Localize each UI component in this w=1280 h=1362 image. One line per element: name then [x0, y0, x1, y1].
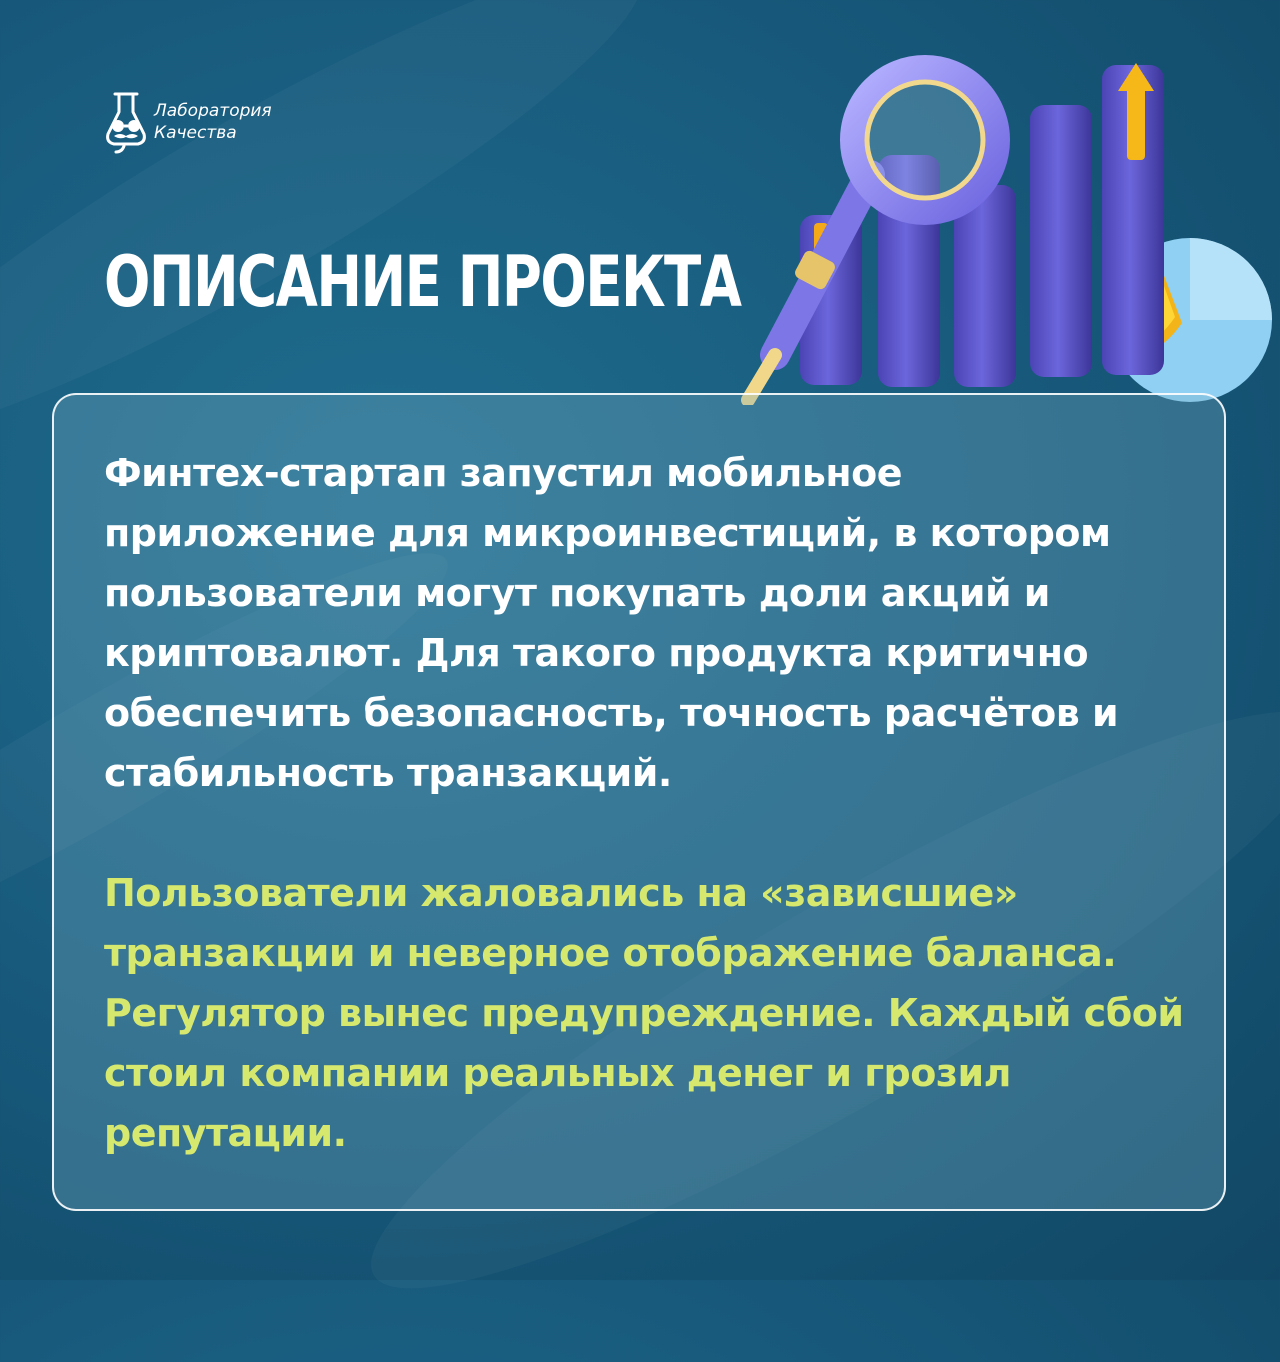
flask-glasses-mustache-icon [104, 90, 148, 154]
description-card [52, 393, 1226, 1211]
brand-logo [104, 90, 272, 154]
brand-name-line1: Лаборатория [154, 101, 272, 121]
brand-name-line2: Качества [154, 123, 237, 143]
magnifier-bar-chart-growth-icon [720, 55, 1280, 405]
brand-name [154, 100, 272, 144]
card-paragraph-intro: Финтех-стартап запустил мобильное приложение для микроинвестиций, в котором пользователи могут покупать доли акций и криптовалют. Для такого продукта критично обеспечить безопасность, точность расчётов и стабильность транзакций. [104, 451, 1119, 795]
page-title: ОПИСАНИЕ ПРОЕКТА [104, 241, 741, 323]
card-paragraph-problem: Пользователи жаловались на «зависшие» транзакции и неверное отображение баланса. Регулятор вынес предупреждение. Каждый сбой стоил компании реальных денег и грозил репутации. [104, 871, 1184, 1155]
